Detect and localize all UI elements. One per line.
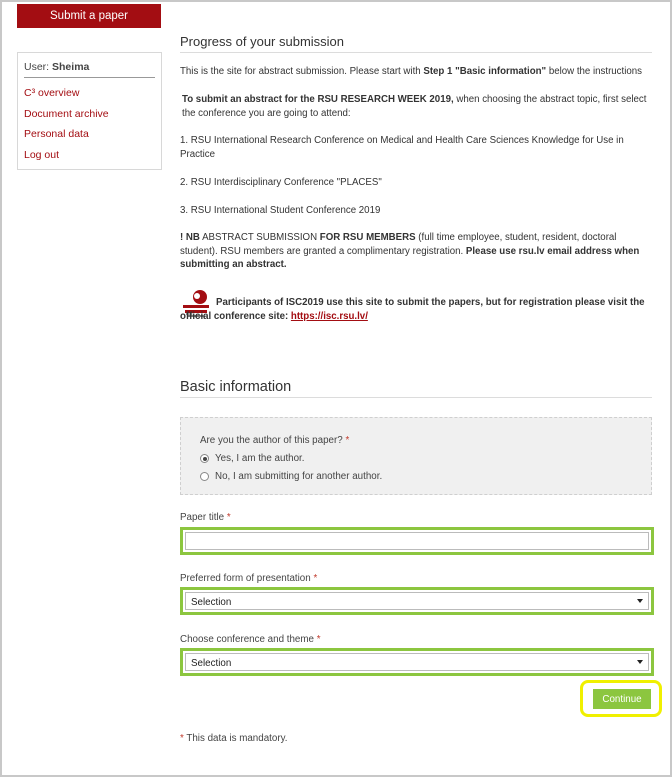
paper-title-input[interactable] bbox=[185, 532, 649, 550]
progress-heading: Progress of your submission bbox=[180, 34, 345, 49]
isc-notice: Participants of ISC2019 use this site to submit the papers, but for registration please visit the official conference site: https://isc.rsu.lv/ bbox=[180, 297, 645, 322]
paper-title-label: Paper title * bbox=[180, 512, 231, 523]
user-menu bbox=[17, 52, 162, 170]
menu-link-document-archive[interactable]: Document archive bbox=[24, 108, 109, 120]
basic-info-heading: Basic information bbox=[180, 379, 292, 395]
presentation-form-box[interactable] bbox=[185, 592, 649, 610]
user-info bbox=[24, 61, 89, 73]
conference-theme-label: Choose conference and theme * bbox=[180, 634, 321, 645]
author-question-box bbox=[180, 417, 652, 495]
presentation-form-label: Preferred form of presentation * bbox=[180, 573, 318, 584]
continue-highlight bbox=[580, 680, 662, 717]
radio-unselected-icon[interactable] bbox=[200, 472, 209, 481]
user-prefix: User: bbox=[24, 61, 50, 73]
menu-link-log-out[interactable]: Log out bbox=[24, 149, 60, 161]
nb-notice: ! NB ABSTRACT SUBMISSION FOR RSU MEMBERS (full time employee, student, resident, doctoral student). RSU members are granted a complimentary registration. Please use rsu.lv email address when submitting an abstract. bbox=[180, 232, 640, 270]
continue-button[interactable]: Continue bbox=[593, 689, 651, 709]
conference-theme-select[interactable] bbox=[180, 648, 654, 676]
chevron-down-icon[interactable] bbox=[637, 599, 643, 603]
radio-yes-author[interactable]: Yes, I am the author. bbox=[200, 453, 305, 464]
presentation-form-select[interactable] bbox=[180, 587, 654, 615]
mandatory-note: * This data is mandatory. bbox=[180, 733, 288, 744]
presentation-form-value: Selection bbox=[191, 597, 232, 608]
menu-link-overview[interactable]: C³ overview bbox=[24, 87, 80, 99]
chevron-down-icon[interactable] bbox=[637, 660, 643, 664]
conference-2: 2. RSU Interdisciplinary Conference "PLACES" bbox=[180, 177, 382, 188]
basic-divider bbox=[180, 397, 652, 398]
isc-link[interactable]: https://isc.rsu.lv/ bbox=[290, 310, 368, 322]
conference-theme-value: Selection bbox=[191, 658, 232, 669]
conference-3: 3. RSU International Student Conference 2019 bbox=[180, 205, 381, 216]
radio-other-author[interactable]: No, I am submitting for another author. bbox=[200, 471, 382, 482]
submit-paper-button[interactable]: Submit a paper bbox=[17, 4, 161, 28]
rsu-instructions: To submit an abstract for the RSU RESEARCH WEEK 2019, when choosing the abstract topic, first select the conference you are going to attend: bbox=[182, 94, 647, 119]
paper-title-field[interactable] bbox=[180, 527, 654, 555]
conference-theme-box[interactable] bbox=[185, 653, 649, 671]
progress-divider bbox=[180, 52, 652, 53]
radio-selected-icon[interactable] bbox=[200, 454, 209, 463]
intro-text: This is the site for abstract submission. Please start with Step 1 "Basic information" below the instructions bbox=[180, 66, 642, 77]
author-question: Are you the author of this paper? * bbox=[200, 435, 350, 446]
menu-divider bbox=[24, 77, 155, 78]
conference-1: 1. RSU International Research Conference on Medical and Health Care Sciences Knowledge for Use in Practice bbox=[180, 135, 624, 160]
menu-link-personal-data[interactable]: Personal data bbox=[24, 128, 89, 140]
user-name: Sheima bbox=[52, 61, 90, 73]
